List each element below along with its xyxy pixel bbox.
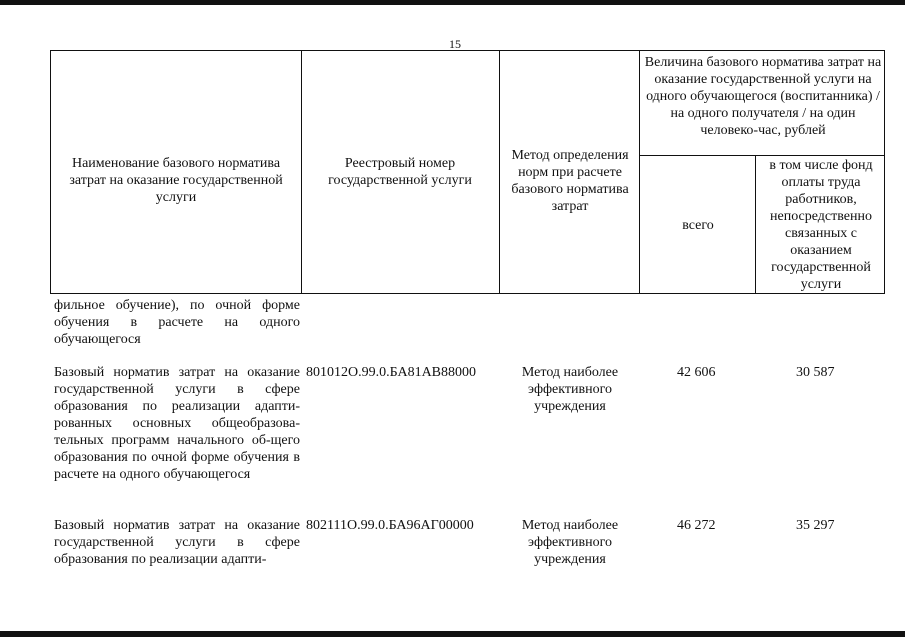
page-number: 15 (449, 37, 461, 51)
row-1-name: Базовый норматив затрат на оказание государственной услуги в сфере образования по реализации адапти-рованных основных общеобразова-тельных программ начального об-щего образования по очной форме обучения в расчете на одного обучающегося (54, 365, 300, 482)
column-divider (755, 155, 756, 293)
header-registry: Реестровый номер государственной услуги (328, 156, 472, 188)
row-2-total: 46 272 (677, 518, 716, 533)
top-border-bar (0, 0, 905, 5)
row-1-labor: 30 587 (796, 365, 835, 380)
column-divider (639, 51, 640, 293)
row-2-method: Метод наиболее эффективного учреждения (521, 518, 619, 567)
column-divider (499, 51, 500, 293)
row-1-method: Метод наиболее эффективного учреждения (521, 365, 619, 414)
header-name: Наименование базового норматива затрат на оказание государственной услуги (69, 156, 283, 205)
bottom-border-bar (0, 631, 905, 637)
row-divider (639, 155, 885, 156)
header-labor: в том числе фонд оплаты труда работников, непосредственно связанных с оказанием государственной услуги (769, 158, 873, 292)
row-2-labor: 35 297 (796, 518, 835, 533)
row-1-total: 42 606 (677, 365, 716, 380)
header-value-group: Величина базового норматива затрат на оказание государственной услуги на одного обучающегося (воспитанника) / на одного получателя / на один человеко-час, рублей (644, 55, 882, 138)
row-1-registry: 801012О.99.0.БА81АВ88000 (306, 365, 477, 380)
column-divider (301, 51, 302, 293)
table-header (50, 50, 885, 294)
header-total: всего (682, 218, 714, 233)
header-method: Метод определения норм при расчете базового норматива затрат (511, 148, 629, 214)
row-2-registry: 802111О.99.0.БА96АГ00000 (306, 518, 474, 533)
continuation-text: фильное обучение), по очной форме обучения в расчете на одного обучающегося (54, 298, 300, 347)
row-2-name: Базовый норматив затрат на оказание государственной услуги в сфере образования по реализации адапти- (54, 518, 300, 567)
